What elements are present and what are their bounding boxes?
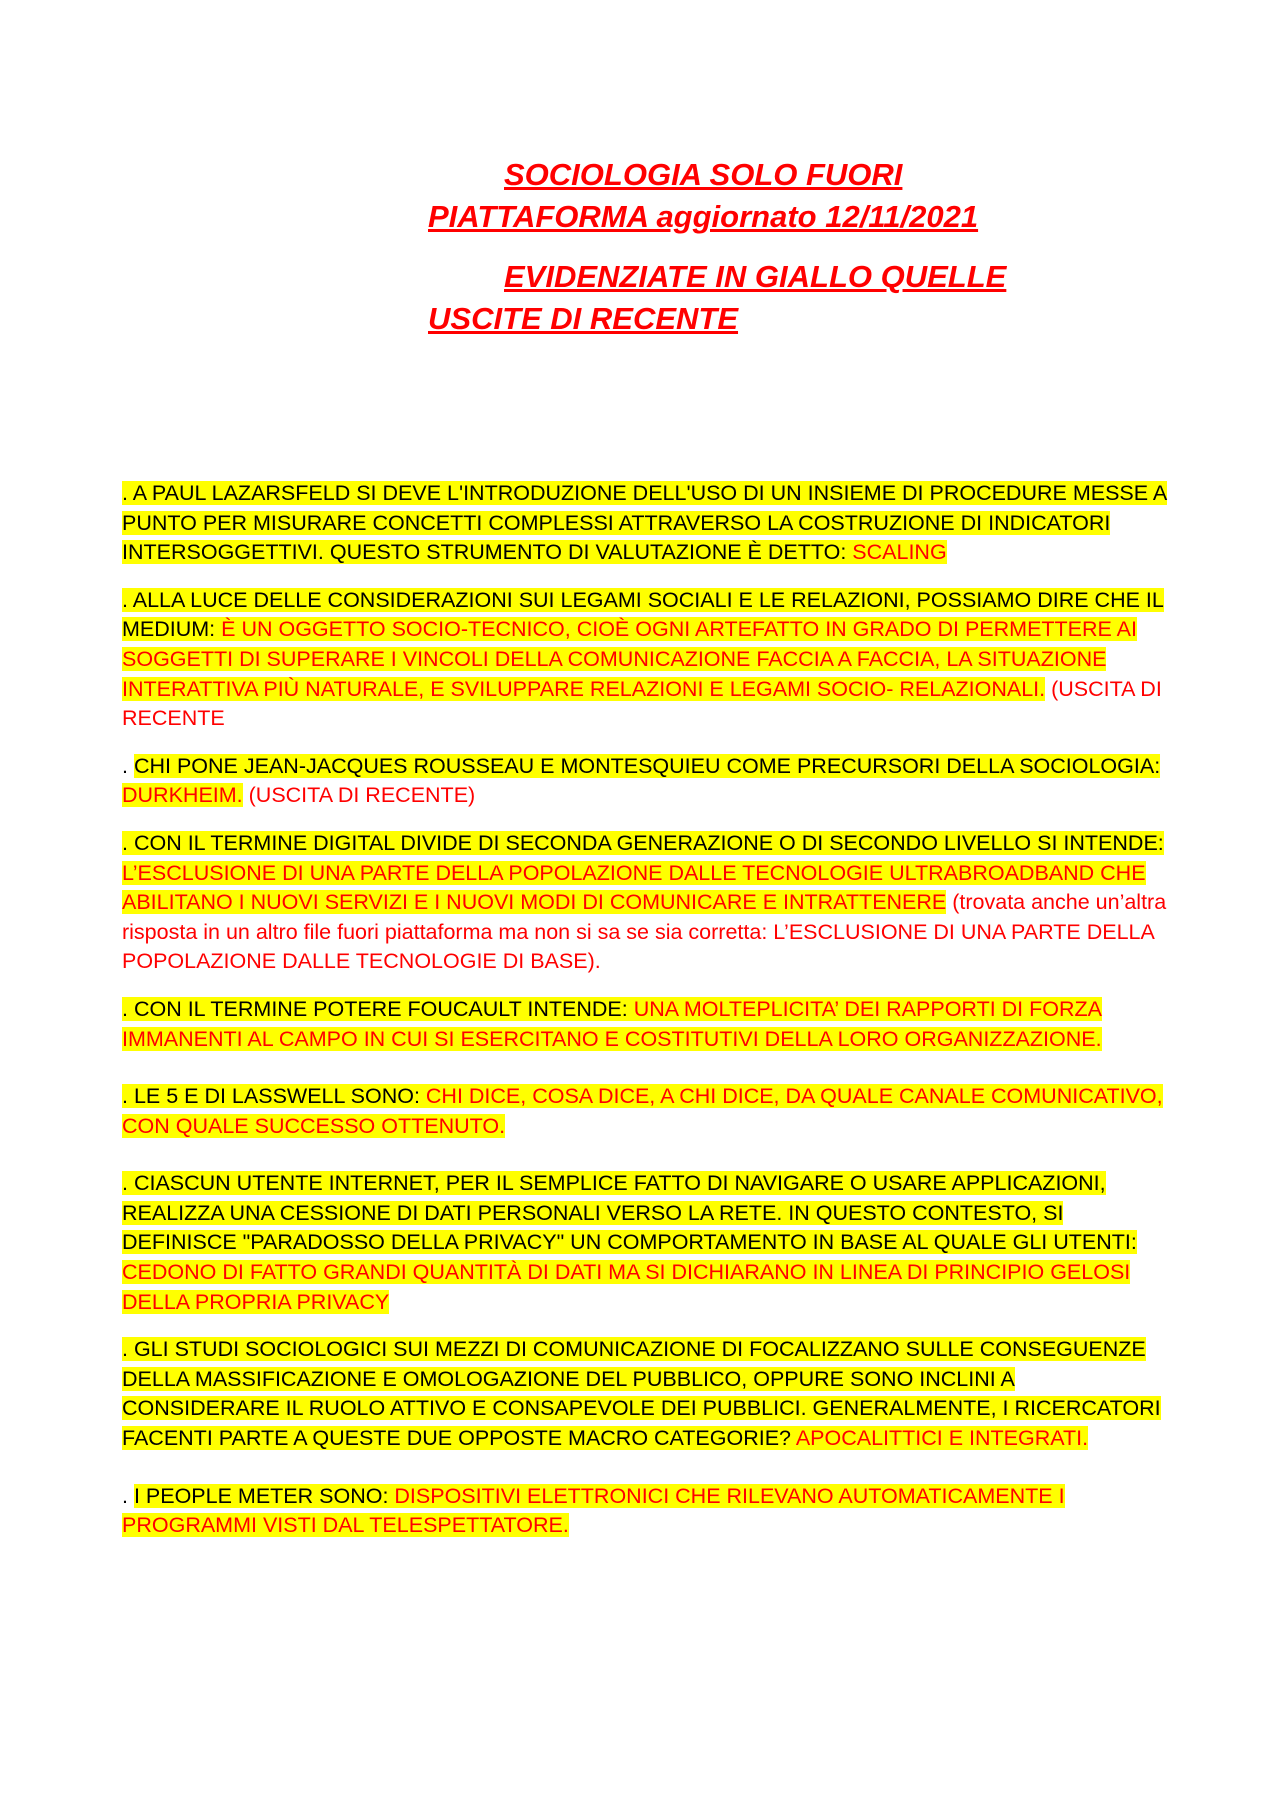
question-text: . CON IL TERMINE DIGITAL DIVIDE DI SECONDA GENERAZIONE O DI SECONDO LIVELLO SI INTENDE: bbox=[122, 830, 1164, 855]
answer-text: SCALING bbox=[852, 540, 947, 565]
question-prefix: . bbox=[122, 1483, 134, 1508]
question-item bbox=[122, 995, 1172, 1054]
question-item bbox=[122, 1169, 1172, 1317]
title-line-4: USCITE DI RECENTE bbox=[428, 301, 739, 336]
question-item bbox=[122, 1082, 1172, 1141]
answer-text: DURKHEIM. bbox=[122, 783, 243, 808]
question-item bbox=[122, 829, 1172, 977]
question-item bbox=[122, 1482, 1172, 1541]
alternative-answer-note: (trovata anche un’altra risposta in un altro file fuori piattaforma ma non si sa se sia corretta: L’ESCLUSIONE DI UNA PARTE DELLA POPOLAZIONE DALLE TECNOLOGIE DI BASE). bbox=[122, 890, 1167, 974]
question-item bbox=[122, 586, 1172, 734]
question-item bbox=[122, 479, 1172, 568]
question-text: CHI PONE JEAN-JACQUES ROUSSEAU E MONTESQUIEU COME PRECURSORI DELLA SOCIOLOGIA: bbox=[133, 753, 1161, 778]
question-text: I PEOPLE METER SONO: bbox=[133, 1483, 395, 1508]
title-line-3: EVIDENZIATE IN GIALLO QUELLE bbox=[504, 259, 1007, 294]
answer-text: APOCALITTICI E INTEGRATI. bbox=[795, 1426, 1089, 1451]
question-text: . GLI STUDI SOCIOLOGICI SUI MEZZI DI COMUNICAZIONE DI FOCALIZZANO SULLE CONSEGUENZE DELLA MASSIFICAZIONE E OMOLOGAZIONE DEL PUBBLICO, OPPURE SONO INCLINI A CONSIDERARE IL RUOLO ATTIVO E CONSAPEVOLE DEI PUBBLICI. GENERALMENTE, I RICERCATORI FACENTI PARTE A QUESTE DUE OPPOSTE MACRO CATEGORIE? bbox=[122, 1337, 1161, 1451]
question-text: . LE 5 E DI LASSWELL SONO: bbox=[122, 1084, 426, 1109]
recent-note: (USCITA DI RECENTE bbox=[122, 676, 1162, 731]
recent-note: (USCITA DI RECENTE) bbox=[242, 783, 476, 808]
question-list bbox=[122, 479, 1172, 1541]
question-prefix: . bbox=[122, 753, 134, 778]
document-title bbox=[428, 154, 1128, 340]
title-line-1: SOCIOLOGIA SOLO FUORI bbox=[504, 157, 903, 192]
answer-text: È UN OGGETTO SOCIO-TECNICO, CIOÈ OGNI ARTEFATTO IN GRADO DI PERMETTERE AI SOGGETTI DI SUPERARE I VINCOLI DELLA COMUNICAZIONE FACCIA A FACCIA, LA SITUAZIONE INTERATTIVA PIÙ NATURALE, E SVILUPPARE RELAZIONI E LEGAMI SOCIO- RELAZIONALI. bbox=[122, 617, 1137, 701]
answer-text: DISPOSITIVI ELETTRONICI CHE RILEVANO AUTOMATICAMENTE I PROGRAMMI VISTI DAL TELESPETTATORE. bbox=[122, 1483, 1065, 1538]
question-item bbox=[122, 1335, 1172, 1453]
title-line-2: PIATTAFORMA aggiornato 12/11/2021 bbox=[428, 199, 979, 234]
question-text: . A PAUL LAZARSFELD SI DEVE L'INTRODUZIONE DELL'USO DI UN INSIEME DI PROCEDURE MESSE A PUNTO PER MISURARE CONCETTI COMPLESSI ATTRAVERSO LA COSTRUZIONE DI INDICATORI INTERSOGGETTIVI. QUESTO STRUMENTO DI VALUTAZIONE È DETTO: bbox=[122, 481, 1168, 565]
answer-text: L’ESCLUSIONE DI UNA PARTE DELLA POPOLAZIONE DALLE TECNOLOGIE ULTRABROADBAND CHE ABILITANO I NUOVI SERVIZI E I NUOVI MODI DI COMUNICARE E INTRATTENERE bbox=[122, 860, 1146, 915]
question-item bbox=[122, 752, 1172, 811]
answer-text: CHI DICE, COSA DICE, A CHI DICE, DA QUALE CANALE COMUNICATIVO, CON QUALE SUCCESSO OTTENUTO. bbox=[122, 1084, 1163, 1138]
question-text: . ALLA LUCE DELLE CONSIDERAZIONI SUI LEGAMI SOCIALI E LE RELAZIONI, POSSIAMO DIRE CHE IL MEDIUM: bbox=[122, 587, 1164, 642]
question-text: . CON IL TERMINE POTERE FOUCAULT INTENDE: bbox=[122, 996, 634, 1021]
answer-text: UNA MOLTEPLICITA’ DEI RAPPORTI DI FORZA IMMANENTI AL CAMPO IN CUI SI ESERCITANO E COSTITUTIVI DELLA LORO ORGANIZZAZIONE. bbox=[122, 996, 1102, 1051]
answer-text: CEDONO DI FATTO GRANDI QUANTITÀ DI DATI MA SI DICHIARANO IN LINEA DI PRINCIPIO GELOSI DELLA PROPRIA PRIVACY bbox=[122, 1260, 1131, 1314]
question-text: . CIASCUN UTENTE INTERNET, PER IL SEMPLICE FATTO DI NAVIGARE O USARE APPLICAZIONI, REALIZZA UNA CESSIONE DI DATI PERSONALI VERSO LA RETE. IN QUESTO CONTESTO, SI DEFINISCE "PARADOSSO DELLA PRIVACY" UN COMPORTAMENTO IN BASE AL QUALE GLI UTENTI: bbox=[122, 1171, 1137, 1255]
